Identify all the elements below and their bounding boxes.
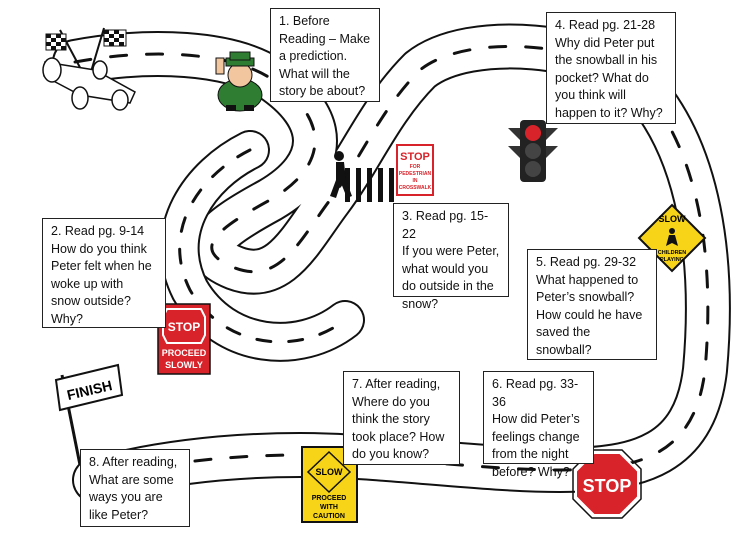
- stop-proceed-top: STOP: [167, 320, 201, 334]
- stop-pedestrian-top: STOP: [400, 151, 430, 163]
- svg-text:FOR: FOR: [409, 164, 421, 170]
- question-1-box: 1. Before Reading – Make a prediction. What will the story be about?: [270, 8, 380, 102]
- svg-text:CHILDREN: CHILDREN: [657, 250, 687, 256]
- svg-text:IN: IN: [412, 178, 418, 184]
- svg-text:PEDESTRIAN: PEDESTRIAN: [398, 171, 432, 177]
- svg-text:SLOWLY: SLOWLY: [165, 360, 203, 370]
- svg-text:WITH: WITH: [320, 504, 338, 511]
- stop-octagon-text: STOP: [582, 476, 632, 496]
- question-6-box: 6. Read pg. 33-36 How did Peter’s feelings change from the night before? Why?: [483, 371, 594, 464]
- stop-pedestrian-sign: [397, 145, 433, 195]
- question-2-box: 2. Read pg. 9-14 How do you think Peter felt when he woke up with snow outside? Why?: [42, 218, 166, 328]
- svg-text:CROSSWALK: CROSSWALK: [398, 185, 432, 191]
- svg-text:PROCEED: PROCEED: [311, 495, 347, 502]
- finish-text: FINISH: [65, 377, 114, 404]
- question-3-box: 3. Read pg. 15-22 If you were Peter, what would you do outside in the snow?: [393, 203, 509, 297]
- slow-caution-top: SLOW: [315, 467, 343, 477]
- question-7-box: 7. After reading, Where do you think the story took place? How do you know?: [343, 371, 460, 465]
- svg-text:PLAYING: PLAYING: [660, 257, 684, 263]
- traffic-light-icon: [508, 120, 558, 182]
- question-5-box: 5. Read pg. 29-32 What happened to Peter’s snowball? How could he have saved the snowball?: [527, 249, 657, 360]
- question-4-box: 4. Read pg. 21-28 Why did Peter put the snowball in his pocket? What do you think will happen to it? Why?: [546, 12, 676, 124]
- slow-children-top: SLOW: [658, 214, 686, 224]
- question-8-box: 8. After reading, What are some ways you are like Peter?: [80, 449, 190, 527]
- svg-text:CAUTION: CAUTION: [313, 513, 345, 520]
- svg-text:PROCEED: PROCEED: [161, 348, 207, 358]
